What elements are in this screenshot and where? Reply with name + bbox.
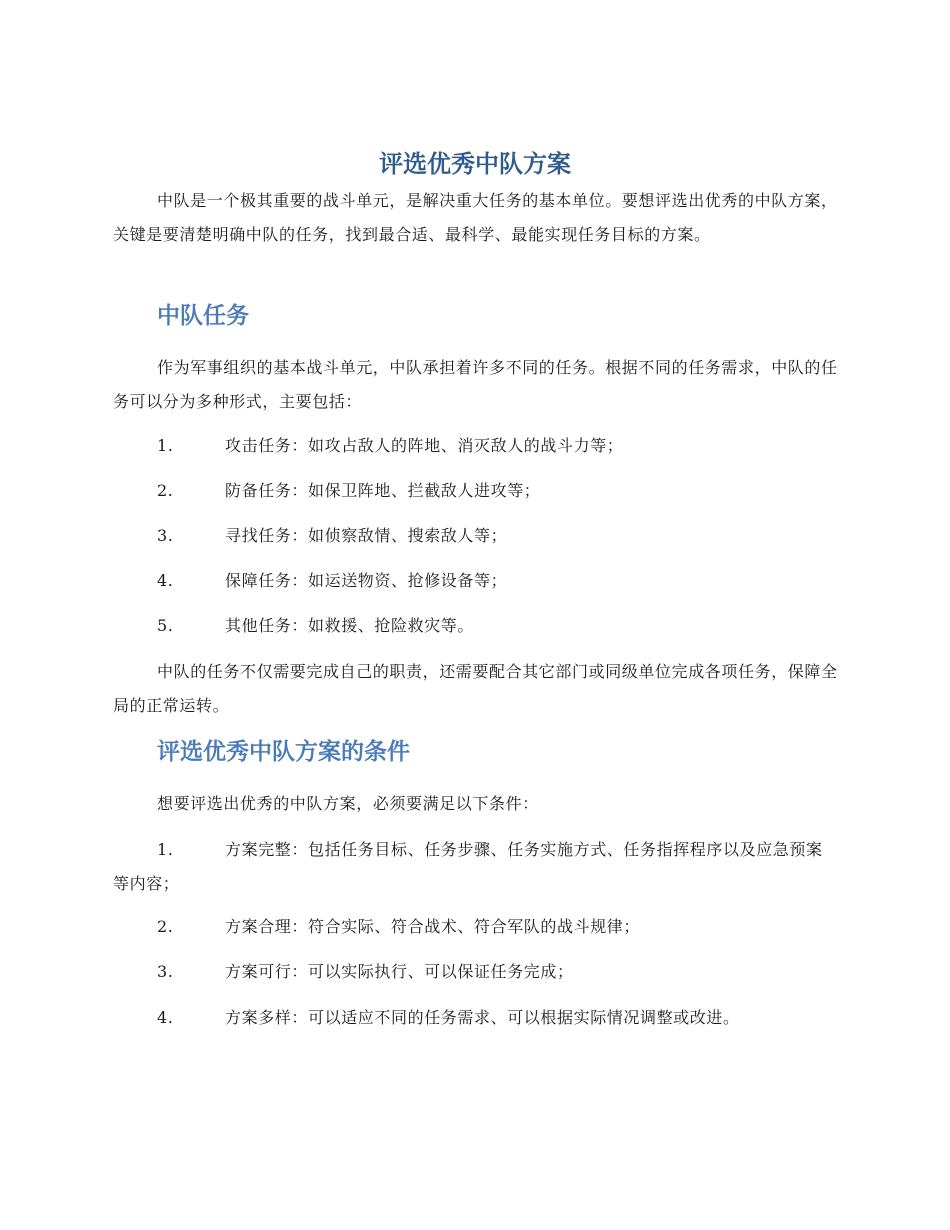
tasks-closing-paragraph: 中队的任务不仅需要完成自己的职责，还需要配合其它部门或同级单位完成各项任务，保障全局的正常运转。 [113,662,838,715]
section-heading-criteria: 评选优秀中队方案的条件 [157,739,410,765]
intro-paragraph: 中队是一个极其重要的战斗单元，是解决重大任务的基本单位。要想评选出优秀的中队方案，关键是要清楚明确中队的任务，找到最合适、最科学、最能实现任务目标的方案。 [113,191,838,244]
list-item-text: 其他任务：如救援、抢险救灾等。 [225,616,475,635]
tasks-lead-paragraph: 作为军事组织的基本战斗单元，中队承担着许多不同的任务。根据不同的任务需求，中队的任务可以分为多种形式，主要包括： [113,358,838,411]
list-item-number: 3. [157,962,174,981]
list-item [113,429,838,463]
list-item [113,474,838,508]
list-item-text: 防备任务：如保卫阵地、拦截敌人进攻等； [225,481,541,500]
list-item [113,1001,838,1035]
list-item [113,519,838,553]
list-item-text: 寻找任务：如侦察敌情、搜索敌人等； [225,526,508,545]
document-title: 评选优秀中队方案 [379,150,571,178]
list-item-number: 2. [157,917,174,936]
section-heading-tasks: 中队任务 [157,303,249,329]
list-item-text: 方案完整：包括任务目标、任务步骤、任务实施方式、任务指挥程序以及应急预案等内容； [113,840,823,893]
list-item-number: 2. [157,481,174,500]
list-item [113,910,838,944]
list-item-text: 方案可行：可以实际执行、可以保证任务完成； [225,962,574,981]
list-item [113,609,838,643]
list-item-number: 4. [157,1008,174,1027]
list-item-number: 1. [157,840,174,859]
list-item-text: 方案合理：符合实际、符合战术、符合军队的战斗规律； [225,917,641,936]
list-item [113,833,838,901]
list-item-number: 3. [157,526,174,545]
criteria-lead-paragraph: 想要评选出优秀的中队方案，必须要满足以下条件： [157,794,539,813]
list-item [113,955,838,989]
list-item-text: 保障任务：如运送物资、抢修设备等； [225,571,508,590]
list-item-text: 攻击任务：如攻占敌人的阵地、消灭敌人的战斗力等； [225,436,624,455]
list-item-text: 方案多样：可以适应不同的任务需求、可以根据实际情况调整或改进。 [225,1008,740,1027]
list-item-number: 1. [157,436,174,455]
list-item-number: 5. [157,616,174,635]
list-item [113,564,838,598]
list-item-number: 4. [157,571,174,590]
